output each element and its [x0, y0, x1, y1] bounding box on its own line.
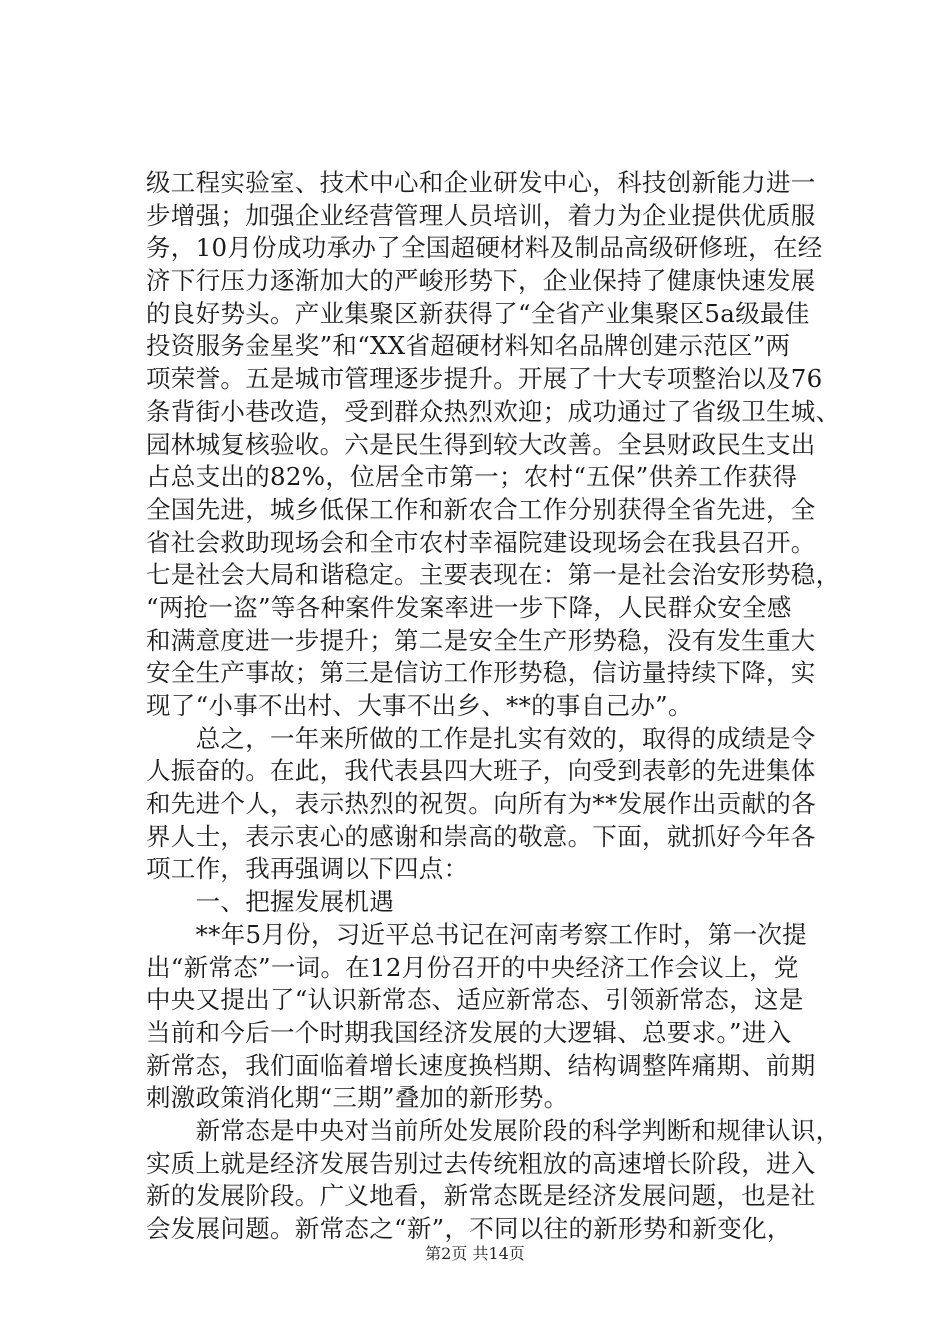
text-line: 新常态是中央对当前所处发展阶段的科学判断和规律认识， [146, 1115, 841, 1145]
text-line: 人振奋的。在此，我代表县四大班子，向受到表彰的先进集体 [146, 756, 816, 786]
text-line: 界人士，表示衷心的感谢和崇高的敬意。下面，就抓好今年各 [146, 821, 816, 851]
text-line: 实质上就是经济发展告别过去传统粗放的高速增长阶段，进入 [146, 1148, 816, 1178]
text-line: 项荣誉。五是城市管理逐步提升。开展了十大专项整治以及76 [146, 364, 823, 394]
text-line: 当前和今后一个时期我国经济发展的大逻辑、总要求。”进入 [146, 1017, 792, 1047]
text-line: 全国先进，城乡低保工作和新农合工作分别获得全省先进，全 [146, 494, 816, 524]
text-line: 级工程实验室、技术中心和企业研发中心，科技创新能力进一 [146, 168, 816, 197]
text-line: 园林城复核验收。六是民生得到较大改善。全县财政民生支出 [146, 429, 816, 459]
text-line: 安全生产事故；第三是信访工作形势稳，信访量持续下降，实 [146, 658, 816, 688]
document-body [146, 167, 841, 1246]
text-line: 出“新常态”一词。在12月份召开的中央经济工作会议上，党 [146, 952, 799, 982]
text-line: 和满意度进一步提升；第二是安全生产形势稳，没有发生重大 [146, 625, 816, 655]
text-line: 占总支出的82%，位居全市第一；农村“五保”供养工作获得 [146, 462, 798, 492]
text-line: 项工作，我再强调以下四点： [146, 854, 469, 884]
text-line: 会发展问题。新常态之“新”，不同以往的新形势和新变化， [146, 1214, 792, 1243]
text-line: 新的发展阶段。广义地看，新常态既是经济发展问题，也是社 [146, 1181, 816, 1211]
text-line: 条背街小巷改造，受到群众热烈欢迎；成功通过了省级卫生城、 [146, 396, 841, 426]
text-line: 七是社会大局和谐稳定。主要表现在：第一是社会治安形势稳， [146, 560, 841, 590]
text-line: 现了“小事不出村、大事不出乡、**的事自己办”。 [146, 691, 693, 720]
text-line: 的良好势头。产业集聚区新获得了“全省产业集聚区5a级最佳 [146, 298, 810, 328]
text-line: 中央又提出了“认识新常态、适应新常态、引领新常态，这是 [146, 985, 804, 1015]
text-line: “两抢一盗”等各种案件发案率进一步下降，人民群众安全感 [146, 592, 792, 622]
text-line: 刺激政策消化期“三期”叠加的新形势。 [146, 1083, 569, 1113]
text-line: 总之，一年来所做的工作是扎实有效的，取得的成绩是令 [146, 723, 816, 753]
text-line: 济下行压力逐渐加大的严峻形势下，企业保持了健康快速发展 [146, 266, 816, 296]
text-line: 一、把握发展机遇 [146, 887, 394, 917]
text-line: **年5月份，习近平总书记在河南考察工作时，第一次提 [146, 919, 807, 949]
text-line: 步增强；加强企业经营管理人员培训，着力为企业提供优质服 [146, 200, 816, 230]
text-line: 省社会救助现场会和全市农村幸福院建设现场会在我县召开。 [146, 527, 816, 557]
text-line: 和先进个人，表示热烈的祝贺。向所有为**发展作出贡献的各 [146, 789, 816, 819]
page-footer: 第2页 共14页 [425, 1244, 525, 1263]
text-line: 务，10月份成功承办了全国超硬材料及制品高级研修班，在经 [146, 233, 823, 263]
text-line: 新常态，我们面临着增长速度换档期、结构调整阵痛期、前期 [146, 1050, 816, 1080]
text-line: 投资服务金星奖”和“XX省超硬材料知名品牌创建示范区”两 [146, 331, 791, 361]
